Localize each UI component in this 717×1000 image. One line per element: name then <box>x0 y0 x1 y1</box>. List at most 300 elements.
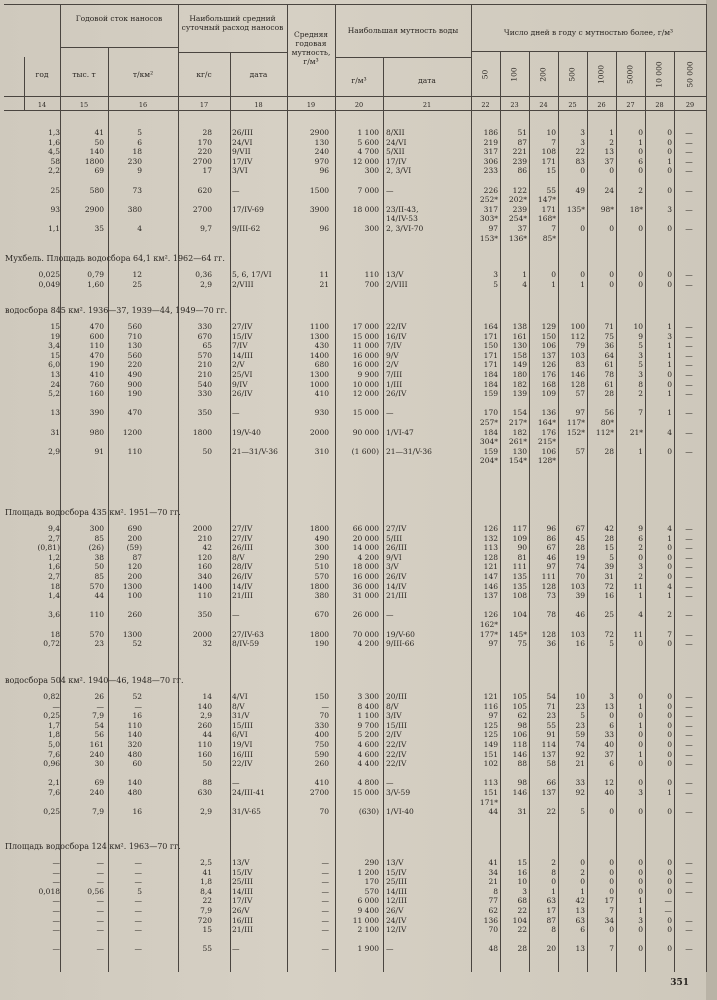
threshold-200: 200 <box>538 67 548 82</box>
table-cell: 230 <box>127 156 142 166</box>
table-cell: 48 <box>488 944 498 954</box>
table-cell: 121 <box>483 692 498 701</box>
table-cell: 170 <box>483 408 498 418</box>
table-cell: 52 <box>132 639 142 649</box>
table-cell: 1400 <box>192 581 212 591</box>
table-cell: 0,25 <box>43 807 60 817</box>
table-cell: 7,9 <box>200 906 212 915</box>
table-cell: 70 <box>319 807 329 817</box>
table-cell: 0 <box>667 379 672 389</box>
table-cell: 4 <box>137 224 142 233</box>
table-cell: 1 100 <box>357 128 379 137</box>
table-cell: 13 <box>575 944 585 954</box>
table-cell: 74 <box>575 740 585 749</box>
table-cell: 5 <box>609 639 614 649</box>
table-cell: — <box>134 906 142 915</box>
table-cell: 15/IV <box>232 867 253 877</box>
table-cell: 83 <box>575 156 585 166</box>
table-cell: 150 <box>314 692 329 701</box>
table-cell: 66 <box>546 778 556 788</box>
table-cell: 0 <box>667 730 672 740</box>
table-cell: — <box>96 867 104 877</box>
table-cell: 221 <box>512 147 527 157</box>
table-cell: 1,1 <box>48 224 60 233</box>
table-cell: 4 700 <box>357 147 379 157</box>
table-cell: 317 <box>483 204 498 214</box>
table-cell: — <box>685 341 693 351</box>
table-cell: 9/III-66 <box>386 639 415 649</box>
table-cell: 54 <box>94 720 104 730</box>
table-cell: 55 <box>546 720 556 730</box>
table-cell: — <box>664 906 672 915</box>
table-cell: 390 <box>89 408 104 418</box>
table-cell: 300 <box>89 524 104 533</box>
table-cell: — <box>685 915 693 925</box>
table-cell: 15 <box>517 858 527 867</box>
table-cell: 108 <box>512 591 527 601</box>
table-cell: 0 <box>609 224 614 233</box>
table-cell: 1800 <box>84 156 104 166</box>
table-cell: 21/III <box>386 591 407 601</box>
table-cell: 11 000 <box>352 341 379 351</box>
table-cell: 303* <box>479 214 498 224</box>
table-cell: 18 <box>50 629 60 639</box>
column-number: 19 <box>306 101 316 109</box>
table-cell: 70 <box>488 925 498 935</box>
table-cell: — <box>685 360 693 370</box>
table-cell: 22/IV <box>386 322 407 331</box>
table-cell: 22 <box>575 147 585 157</box>
table-cell: — <box>321 877 329 887</box>
table-cell: 153* <box>479 233 498 243</box>
table-cell: 2/V <box>232 360 245 370</box>
table-cell: 620 <box>197 185 212 195</box>
table-cell: 44 <box>488 807 498 817</box>
table-cell: — <box>232 944 240 954</box>
table-cell: 21 <box>575 759 585 769</box>
table-cell: 0 <box>638 711 643 721</box>
table-cell: 110 <box>197 740 212 749</box>
table-cell: 5 600 <box>357 137 379 147</box>
table-cell: 63 <box>575 915 585 925</box>
table-cell: 560 <box>127 350 142 360</box>
table-cell: 97 <box>575 408 585 418</box>
table-cell: 6,0 <box>48 360 60 370</box>
table-cell: 0 <box>667 915 672 925</box>
table-cell: 106 <box>541 446 556 456</box>
table-cell: 33 <box>604 730 614 740</box>
table-cell: 154* <box>508 456 527 466</box>
table-cell: 149 <box>483 740 498 749</box>
table-cell: 146 <box>483 581 498 591</box>
table-cell: 24/IV <box>386 915 407 925</box>
table-cell: 42 <box>575 896 585 906</box>
table-cell: 88 <box>202 778 212 788</box>
table-cell: 70 <box>319 711 329 721</box>
table-cell: 239 <box>512 156 527 166</box>
table-cell: 2 <box>551 858 556 867</box>
table-cell: 22 <box>517 906 527 915</box>
table-cell: 9/VII <box>232 147 251 157</box>
table-cell: 0 <box>667 270 672 279</box>
header-max-group: Наибольший средний суточный расход наносов <box>181 14 284 32</box>
table-cell: — <box>52 925 60 935</box>
table-cell: — <box>685 166 693 176</box>
table-cell: 3 <box>638 350 643 360</box>
table-cell: 0 <box>609 858 614 867</box>
table-cell: 22/IV <box>232 759 253 769</box>
table-cell: 51 <box>517 128 527 137</box>
table-cell: — <box>685 270 693 279</box>
table-cell: 300 <box>364 224 379 233</box>
header-runoff-t: тыс. т <box>72 70 96 79</box>
column-number: 20 <box>354 101 364 109</box>
table-cell: 18 000 <box>352 204 379 214</box>
table-cell: 8 <box>551 925 556 935</box>
table-cell: 2/VIII <box>232 279 254 289</box>
table-cell: 171 <box>483 350 498 360</box>
table-cell: 21/III <box>232 591 253 601</box>
table-cell: 0 <box>667 147 672 157</box>
table-cell: 140 <box>197 701 212 711</box>
table-cell: 136* <box>508 233 527 243</box>
header-year: год <box>35 70 49 79</box>
table-cell: 40 <box>604 740 614 749</box>
table-cell: 330 <box>197 389 212 399</box>
table-cell: 1 <box>667 533 672 543</box>
table-cell: 186 <box>483 128 498 137</box>
table-cell: 3,4 <box>48 341 60 351</box>
table-cell: 7 <box>609 906 614 915</box>
table-cell: 109 <box>541 389 556 399</box>
table-cell: 19 <box>50 331 60 341</box>
table-cell: 70 <box>575 572 585 581</box>
table-cell: 137 <box>541 788 556 797</box>
table-cell: — <box>52 944 60 954</box>
table-cell: 350 <box>197 408 212 418</box>
table-cell: 69 <box>94 778 104 788</box>
table-cell: 26/IV <box>386 572 407 581</box>
table-cell: 7/III <box>386 370 403 379</box>
table-cell: 5, 6, 17/VI <box>232 270 272 279</box>
table-cell: 190 <box>127 389 142 399</box>
table-cell: — <box>321 858 329 867</box>
table-cell: 190 <box>89 360 104 370</box>
table-cell: 19/VI <box>232 740 253 749</box>
table-cell: 2 <box>638 572 643 581</box>
column-number: 25 <box>568 101 577 109</box>
table-cell: 4/VI <box>232 692 248 701</box>
table-cell: 200 <box>127 533 142 543</box>
table-cell: 16/III <box>232 915 253 925</box>
table-cell: 160 <box>197 749 212 759</box>
table-cell: 570 <box>197 350 212 360</box>
table-cell: 8 <box>551 867 556 877</box>
table-cell: 480 <box>127 749 142 759</box>
table-cell: 2,2 <box>48 166 60 176</box>
table-cell: 260 <box>314 759 329 769</box>
table-cell: 14 000 <box>352 543 379 553</box>
table-cell: 2/VIII <box>386 279 408 289</box>
table-cell: 110 <box>197 591 212 601</box>
table-cell: 4 <box>667 581 672 591</box>
table-cell: 126 <box>483 610 498 620</box>
table-cell: 182 <box>512 379 527 389</box>
table-cell: 0 <box>580 224 585 233</box>
table-cell: 31/V-65 <box>232 807 261 817</box>
table-cell: 92 <box>575 749 585 759</box>
table-cell: 18* <box>629 204 643 214</box>
table-cell: 49 <box>575 185 585 195</box>
table-cell: 1 <box>667 350 672 360</box>
table-cell: 140 <box>127 778 142 788</box>
table-cell: — <box>685 533 693 543</box>
table-cell: 97 <box>488 711 498 721</box>
table-cell: 410 <box>314 778 329 788</box>
table-cell: 37 <box>604 156 614 166</box>
days-sub-rule <box>471 51 706 52</box>
table-cell: 5,2 <box>48 389 60 399</box>
table-cell: 8 <box>638 379 643 389</box>
table-cell: 111 <box>541 572 556 581</box>
table-cell: 50 <box>202 446 212 456</box>
table-cell: 690 <box>127 524 142 533</box>
table-cell: 320 <box>127 740 142 749</box>
table-cell: — <box>134 925 142 935</box>
table-cell: 290 <box>314 552 329 562</box>
table-cell: 150 <box>483 341 498 351</box>
table-cell: 16 000 <box>352 360 379 370</box>
table-cell: 159 <box>483 446 498 456</box>
table-cell: 112* <box>595 427 614 437</box>
table-cell: 23 <box>575 720 585 730</box>
table-cell: 12/III <box>386 896 407 906</box>
table-cell: 130 <box>127 341 142 351</box>
table-cell: 73 <box>546 591 556 601</box>
table-cell: 470 <box>89 350 104 360</box>
table-cell: 4 <box>667 427 672 437</box>
table-cell: 1000 <box>309 379 329 389</box>
table-cell: 24/III-41 <box>232 788 266 797</box>
table-cell: 39 <box>575 591 585 601</box>
table-cell: 7 <box>667 629 672 639</box>
table-cell: 304* <box>479 437 498 447</box>
table-cell: 104 <box>512 915 527 925</box>
table-cell: 3 <box>609 692 614 701</box>
table-cell: — <box>685 610 693 620</box>
table-cell: — <box>96 877 104 887</box>
table-cell: 0 <box>638 740 643 749</box>
table-cell: 0 <box>638 759 643 769</box>
table-cell: 25 <box>50 185 60 195</box>
table-cell: 0 <box>667 886 672 896</box>
table-cell: — <box>52 906 60 915</box>
table-cell: — <box>52 877 60 887</box>
table-cell: 8 <box>493 886 498 896</box>
table-cell: 128* <box>537 456 556 466</box>
table-cell: 3 <box>493 270 498 279</box>
table-cell: 80* <box>600 418 614 427</box>
table-cell: 27/IV <box>232 533 253 543</box>
table-cell: 1 <box>638 137 643 147</box>
table-cell: 135 <box>512 581 527 591</box>
table-cell: 980 <box>89 427 104 437</box>
table-cell: — <box>386 778 394 788</box>
table-cell: 19 <box>575 552 585 562</box>
table-cell: 0 <box>667 185 672 195</box>
table-cell: 0 <box>638 166 643 176</box>
table-cell: 17 <box>202 166 212 176</box>
table-cell: 14/IV-53 <box>386 214 418 224</box>
section-title: Площадь водосбора 435 км². 1951—70 гг. <box>5 508 181 517</box>
table-cell: 5 <box>580 807 585 817</box>
table-cell: 257* <box>479 418 498 427</box>
table-cell: 31 <box>50 427 60 437</box>
table-cell: 0 <box>638 867 643 877</box>
table-cell: 2000 <box>192 629 212 639</box>
table-cell: 7,9 <box>92 711 104 721</box>
table-cell: 30 <box>94 759 104 769</box>
table-cell: 2,5 <box>200 858 212 867</box>
table-cell: — <box>685 749 693 759</box>
threshold-500: 500 <box>567 67 577 82</box>
table-cell: — <box>96 915 104 925</box>
threshold-100: 100 <box>509 67 519 82</box>
table-cell: — <box>321 944 329 954</box>
table-cell: 9 700 <box>357 720 379 730</box>
table-cell: 35 <box>94 224 104 233</box>
table-cell: 67 <box>575 524 585 533</box>
table-cell: 125 <box>483 730 498 740</box>
table-cell: 26 <box>94 692 104 701</box>
table-cell: 261* <box>508 437 527 447</box>
table-cell: 254* <box>508 214 527 224</box>
table-cell: 3 <box>522 886 527 896</box>
table-cell: 17 <box>604 896 614 906</box>
table-cell: 0 <box>638 730 643 740</box>
table-cell: — <box>685 427 693 437</box>
table-cell: 12/IV <box>386 925 407 935</box>
table-cell: 24 <box>50 379 60 389</box>
table-cell: 87 <box>132 552 142 562</box>
table-cell: — <box>134 701 142 711</box>
table-cell: 3/V <box>386 562 399 572</box>
table-cell: 3 <box>580 137 585 147</box>
table-cell: 1 <box>667 389 672 399</box>
table-cell: 11 <box>633 581 643 591</box>
table-cell: 13 <box>50 370 60 379</box>
table-cell: 14/III <box>386 886 407 896</box>
table-cell: 7 <box>551 224 556 233</box>
table-cell: 5 <box>493 279 498 289</box>
table-cell: 90 <box>517 543 527 553</box>
table-cell: 168 <box>541 379 556 389</box>
table-cell: 10 <box>633 322 643 331</box>
table-cell: 23 <box>94 639 104 649</box>
threshold-5000: 5000 <box>625 64 635 85</box>
column-number: 26 <box>597 101 606 109</box>
table-cell: 34 <box>604 915 614 925</box>
table-cell: 340 <box>197 572 212 581</box>
table-cell: 23 <box>575 701 585 711</box>
table-cell: 171 <box>541 156 556 166</box>
table-cell: 0 <box>638 147 643 157</box>
table-cell: 4 400 <box>357 759 379 769</box>
table-cell: 1 <box>551 279 556 289</box>
table-cell: 171 <box>541 204 556 214</box>
table-cell: 670 <box>314 610 329 620</box>
table-cell: 4 800 <box>357 778 379 788</box>
table-cell: 91 <box>546 730 556 740</box>
table-cell: 31 000 <box>352 591 379 601</box>
table-cell: — <box>685 370 693 379</box>
table-cell: 62 <box>488 906 498 915</box>
table-cell: 5 <box>580 711 585 721</box>
table-cell: 7 000 <box>357 185 379 195</box>
table-cell: 10 <box>575 692 585 701</box>
table-cell: 13 <box>575 906 585 915</box>
table-cell: — <box>232 778 240 788</box>
table-cell: 930 <box>314 408 329 418</box>
table-cell: 330 <box>314 720 329 730</box>
table-cell: 217* <box>508 418 527 427</box>
table-cell: — <box>685 322 693 331</box>
column-number: 18 <box>254 101 263 109</box>
table-cell: 184 <box>483 370 498 379</box>
table-cell: 106 <box>512 730 527 740</box>
table-cell: 70 000 <box>352 629 379 639</box>
table-cell: 2900 <box>309 128 329 137</box>
table-cell: 31 <box>604 572 614 581</box>
table-cell: 1 <box>667 341 672 351</box>
table-cell: 0 <box>667 639 672 649</box>
table-cell: 71 <box>546 701 556 711</box>
table-cell: 220 <box>197 147 212 157</box>
table-cell: — <box>685 379 693 389</box>
table-cell: — <box>134 896 142 906</box>
table-cell: 152* <box>566 427 585 437</box>
table-cell: 9/III-62 <box>232 224 261 233</box>
table-cell: 1300 <box>309 370 329 379</box>
table-cell: — <box>96 906 104 915</box>
table-cell: — <box>685 692 693 701</box>
table-cell: 41 <box>488 858 498 867</box>
table-cell: 16 000 <box>352 350 379 360</box>
table-cell: 22/IV <box>386 740 407 749</box>
table-cell: 2, 3/VI-70 <box>386 224 424 233</box>
table-cell: 98 <box>517 778 527 788</box>
table-cell: 470 <box>127 408 142 418</box>
table-cell: — <box>52 867 60 877</box>
column-number: 16 <box>138 101 148 109</box>
table-cell: 0 <box>667 128 672 137</box>
table-cell: 9,7 <box>200 224 212 233</box>
table-cell: 9/IV <box>232 379 248 389</box>
table-cell: 39 <box>604 562 614 572</box>
table-cell: — <box>52 915 60 925</box>
table-cell: — <box>685 524 693 533</box>
table-cell: 3 <box>638 915 643 925</box>
table-cell: 135 <box>512 572 527 581</box>
table-cell: — <box>685 778 693 788</box>
table-cell: 16 <box>132 807 142 817</box>
table-cell: 204* <box>479 456 498 466</box>
table-cell: 145* <box>508 629 527 639</box>
table-cell: 38 <box>94 552 104 562</box>
table-cell: 2 <box>609 137 614 147</box>
table-cell: 46 <box>546 552 556 562</box>
table-cell: 113 <box>483 543 498 553</box>
